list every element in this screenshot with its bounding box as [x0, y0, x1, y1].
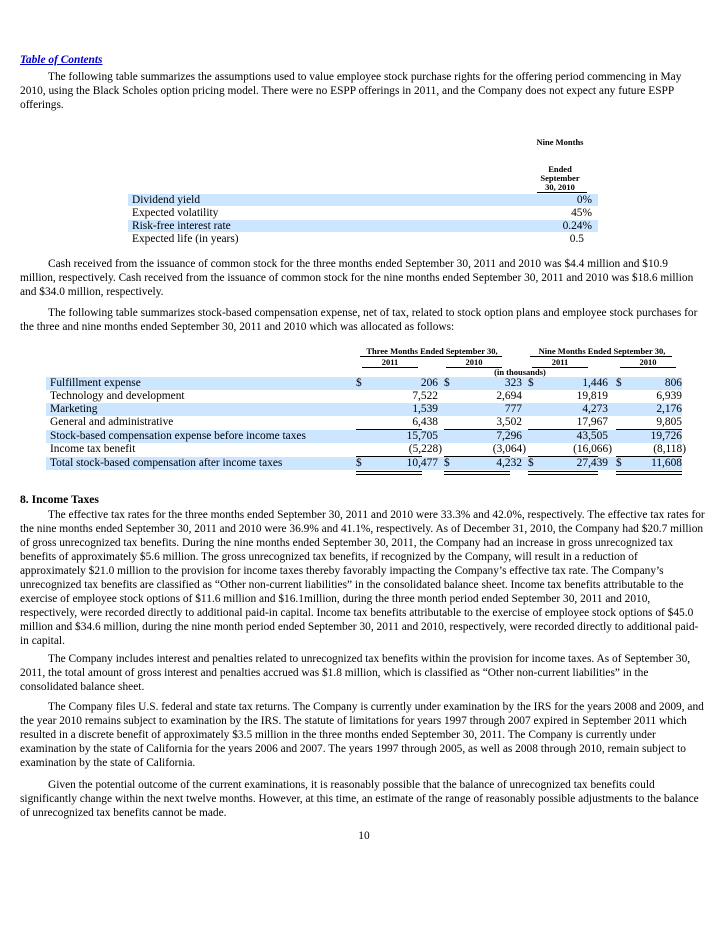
value-q2011: 7,522 [412, 390, 438, 402]
value-n2011: 27,439 [576, 457, 608, 469]
units-label: (in thousands) [494, 367, 546, 377]
row-label: Marketing [50, 403, 98, 415]
table-row [128, 233, 598, 245]
header-three-months: Three Months Ended September 30, [366, 346, 498, 356]
value-q2010: 2,694 [496, 390, 522, 402]
value-q2011: 1,539 [412, 403, 438, 415]
value-q2010: 323 [504, 377, 522, 389]
value-n2011: 19,819 [576, 390, 608, 402]
assumption-label: Dividend yield [132, 194, 201, 206]
header-year-2011-nine: 2011 [551, 357, 569, 367]
row-label: Stock-based compensation expense before income taxes [50, 430, 306, 442]
table-row [46, 443, 686, 456]
value-n2010: 11,608 [651, 457, 682, 469]
dollar-sign: $ [616, 457, 622, 469]
value-n2011: 1,446 [582, 377, 608, 389]
table-of-contents-link[interactable]: Table of Contents [20, 54, 103, 66]
table-row [46, 403, 682, 416]
row-label: General and administrative [50, 416, 174, 428]
value-q2011: 6,438 [412, 416, 438, 428]
value-n2010: (8,118) [653, 443, 686, 455]
assumptions-header-nine-months: Nine Months [536, 137, 584, 147]
table-row [128, 194, 598, 206]
assumption-value: 0% [576, 194, 592, 206]
table-row [46, 457, 682, 470]
total-double-underline [528, 471, 598, 475]
value-q2011: 10,477 [406, 457, 438, 469]
value-q2010: 3,502 [496, 416, 522, 428]
dollar-sign: $ [356, 457, 362, 469]
dollar-sign: $ [528, 377, 534, 389]
value-n2011: 43,505 [576, 430, 608, 442]
assumption-label: Expected volatility [132, 207, 219, 219]
value-n2010: 9,805 [656, 416, 682, 428]
table-row [128, 207, 598, 219]
table-row [46, 390, 682, 403]
dollar-sign: $ [444, 457, 450, 469]
value-n2011: (16,066) [573, 443, 612, 455]
assumption-label: Risk-free interest rate [132, 220, 231, 232]
header-year-2010-three: 2010 [465, 357, 483, 367]
assumption-label: Expected life (in years) [132, 233, 239, 245]
header-nine-months: Nine Months Ended September 30, [538, 346, 666, 356]
value-q2010: (3,064) [492, 443, 526, 455]
assumption-value: 0.24% [562, 220, 592, 232]
page-number: 10 [358, 830, 370, 842]
dollar-sign: $ [356, 377, 362, 389]
cash-paragraph: Cash received from the issuance of common stock for the three months ended September 30, 2011 and 2010 was $4.4 million and $10.9 million, respectively. Cash received from the issuance of common stock for the nine months ended September 30, 2011 and 2010 was $18.6 million and $34.0 million, respectively. [20, 258, 694, 298]
tax-paragraph-2: The Company includes interest and penalties related to unrecognized tax benefits within the provision for income taxes. As of September 30, 2011, the total amount of gross interest and penalties accrued was $1.8 million, which is classified as “Other non-current liabilities” in the consolidated balance sheet. [20, 653, 691, 693]
section-title-income-taxes: 8. Income Taxes [20, 493, 99, 506]
row-label: Fulfillment expense [50, 377, 141, 389]
value-n2010: 6,939 [656, 390, 682, 402]
value-q2011: 15,705 [406, 430, 438, 442]
tax-paragraph-1: The effective tax rates for the three months ended September 30, 2011 and 2010 were 33.3% and 42.0%, respectively. The effective tax rates for the nine months ended September 30, 2011 and 2010 were 36.9% and 41.1%, respectively. As of December 31, 2010, the Company had $20.7 million of gross unrecognized tax benefits. During the nine months ended September 30, 2011, the Company had an increase in gross unrecognized tax benefits of approximately $5.6 million. The gross unrecognized tax benefits, if recognized by the Company, will result in a reduction of approximately $21.0 million to the provision for income taxes thereby favorably impacting the Company’s effective tax rate. The Company’s unrecognized tax benefits are classified as “Other non-current liabilities” in the consolidated balance sheet. Income tax benefits attributable to the exercise of employee stock options of $11.6 million and $16.1million, during the three month period ended September 30, 2011 and 2010, respectively, were recorded directly to additional paid-in capital. Income tax benefits attributable to the exercise of employee stock options of $45.0 million and $34.6 million, during the nine month period ended September 30, 2011 and 2010, respectively, were recorded directly to additional paid-in capital. [20, 509, 705, 647]
dollar-sign: $ [616, 377, 622, 389]
tax-paragraph-4: Given the potential outcome of the current examinations, it is reasonably possible that the balance of unrecognized tax benefits could significantly change within the next twelve months. However, at this time, an estimate of the range of reasonably possible adjustments to the balance of unrecognized tax benefits cannot be made. [20, 779, 699, 819]
assumptions-header-underline [537, 192, 587, 193]
value-n2010: 2,176 [656, 403, 682, 415]
value-n2011: 17,967 [576, 416, 608, 428]
assumption-value: 45% [571, 207, 592, 219]
total-double-underline [444, 471, 510, 475]
table-row [46, 430, 682, 443]
dollar-sign: $ [528, 457, 534, 469]
value-q2010: 4,232 [496, 457, 522, 469]
dollar-sign: $ [444, 377, 450, 389]
espp-paragraph: The following table summarizes the assumptions used to value employee stock purchase rights for the offering period commencing in May 2010, using the Black Scholes option pricing model. There were no ESPP offerings in 2011, and the Company does not expect any future ESPP offerings. [20, 71, 682, 111]
table-row [128, 220, 598, 232]
table-row [46, 416, 682, 429]
table-row [46, 377, 682, 390]
tax-paragraph-3: The Company files U.S. federal and state tax returns. The Company is currently under examination by the IRS for the years 2008 and 2009, and the year 2010 remains subject to examination by the IRS. The statute of limitations for years 1997 through 2007 expired in September 2011 which resulted in a discrete benefit of approximately $3.5 million in the three months ended September 30, 2011. The Company is currently under examination by the state of California for the years 2006 and 2007. The years 1997 through 2005, as well as 2008 through 2010, remain subject to examination by the state of California. [20, 701, 704, 769]
header-year-2011-three: 2011 [381, 357, 399, 367]
value-q2011: (5,228) [408, 443, 442, 455]
assumptions-header-september: September [540, 173, 580, 183]
assumptions-header-date: 30, 2010 [545, 182, 575, 192]
header-year-2010-nine: 2010 [639, 357, 657, 367]
value-n2011: 4,273 [582, 403, 608, 415]
stock-comp-paragraph: The following table summarizes stock-based compensation expense, net of tax, related to stock option plans and employee stock purchases for the three and nine months ended September 30, 2011 and 2010 which was allocated as follows: [20, 307, 698, 333]
value-q2011: 206 [420, 377, 438, 389]
row-label: Total stock-based compensation after income taxes [50, 457, 283, 469]
assumptions-header-ended: Ended [548, 164, 572, 174]
value-q2010: 7,296 [496, 430, 522, 442]
row-label: Income tax benefit [50, 443, 136, 455]
value-n2010: 19,726 [650, 430, 682, 442]
total-double-underline [356, 471, 422, 475]
value-q2010: 777 [504, 403, 522, 415]
row-label: Technology and development [50, 390, 185, 402]
value-n2010: 806 [664, 377, 682, 389]
assumption-value: 0.5 [569, 233, 584, 245]
total-double-underline [616, 471, 682, 475]
